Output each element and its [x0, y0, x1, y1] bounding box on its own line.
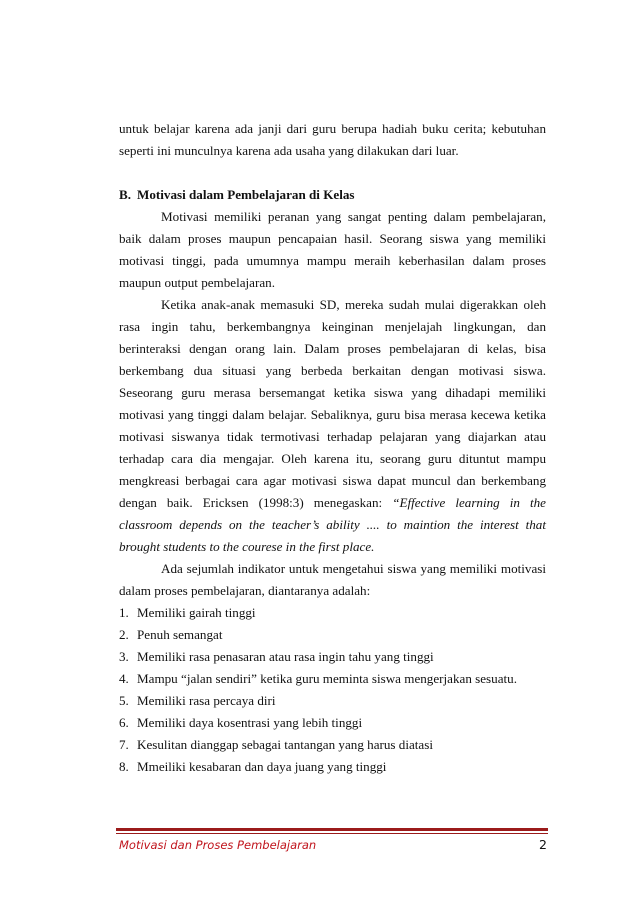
- section-heading: [119, 184, 546, 206]
- list-number: 7.: [119, 737, 129, 752]
- footer-rule-thick: [116, 828, 548, 831]
- list-number: 8.: [119, 759, 129, 774]
- footer-title: Motivasi dan Proses Pembelajaran: [119, 838, 317, 852]
- list-number: 3.: [119, 649, 129, 664]
- list-item: [119, 734, 546, 756]
- list-item: [119, 756, 546, 778]
- section-number: B.: [119, 187, 132, 202]
- list-text: Memiliki gairah tinggi: [137, 605, 256, 620]
- list-text: Mampu “jalan sendiri” ketika guru meminta siswa mengerjakan sesuatu.: [137, 671, 517, 686]
- section-title: Motivasi dalam Pembelajaran di Kelas: [137, 187, 355, 202]
- list-text: Memiliki rasa penasaran atau rasa ingin tahu yang tinggi: [137, 649, 434, 664]
- list-item: [119, 602, 546, 624]
- list-text: Memiliki daya kosentrasi yang lebih tinggi: [137, 715, 363, 730]
- list-item: [119, 624, 546, 646]
- list-item: [119, 668, 546, 690]
- paragraph-indicators-intro: Ada sejumlah indikator untuk mengetahui siswa yang memiliki motivasi dalam proses pembelajaran, diantaranya adalah:: [119, 561, 546, 598]
- page-number: 2: [539, 837, 547, 852]
- list-text: Penuh semangat: [137, 627, 223, 642]
- list-item: [119, 690, 546, 712]
- intro-paragraph: untuk belajar karena ada janji dari guru berupa hadiah buku cerita; kebutuhan seperti ini munculnya karena ada usaha yang dilakukan dari luar.: [119, 121, 546, 158]
- list-number: 2.: [119, 627, 129, 642]
- page-body: [119, 118, 546, 778]
- list-number: 4.: [119, 671, 129, 686]
- list-number: 5.: [119, 693, 129, 708]
- list-text: Memiliki rasa percaya diri: [137, 693, 276, 708]
- list-number: 6.: [119, 715, 129, 730]
- list-text: Kesulitan dianggap sebagai tantangan yang harus diatasi: [137, 737, 433, 752]
- indicator-list: [119, 602, 546, 778]
- spacer: [119, 162, 546, 184]
- list-number: 1.: [119, 605, 129, 620]
- paragraph-text: Ketika anak-anak memasuki SD, mereka sudah mulai digerakkan oleh rasa ingin tahu, berkembangnya keinginan menjelajah lingkungan, dan berinteraksi dengan orang lain. Dalam proses pembelajaran di kelas, bisa berkembang dua situasi yang berbeda berkaitan dengan motivasi siswa. Seseorang guru merasa bersemangat ketika siswa yang dihadapi memiliki motivasi yang tinggi dalam belajar. Sebaliknya, guru bisa merasa kecewa ketika motivasi siswanya tidak termotivasi terhadap pelajaran yang diajarkan atau terhadap cara dia mengajar. Oleh karena itu, seorang guru dituntut mampu mengkreasi berbagai cara agar motivasi siswa dapat muncul dan berkembang dengan baik. Ericksen (1998:3) menegaskan:: [119, 297, 546, 510]
- paragraph-motivation-role: Motivasi memiliki peranan yang sangat penting dalam pembelajaran, baik dalam proses maupun pencapaian hasil. Seorang siswa yang memiliki motivasi tinggi, pada umumnya mampu meraih keberhasilan dalam proses maupun output pembelajaran.: [119, 209, 546, 290]
- list-item: [119, 646, 546, 668]
- list-text: Mmeiliki kesabaran dan daya juang yang tinggi: [137, 759, 387, 774]
- paragraph-classroom-situation: [119, 294, 546, 558]
- ericksen-quote: “Effective learning in the classroom depends on the teacher’s ability .... to maintion the interest that brought students to the courese in the first place.: [119, 495, 546, 554]
- list-item: [119, 712, 546, 734]
- footer-rule-thin: [116, 833, 548, 834]
